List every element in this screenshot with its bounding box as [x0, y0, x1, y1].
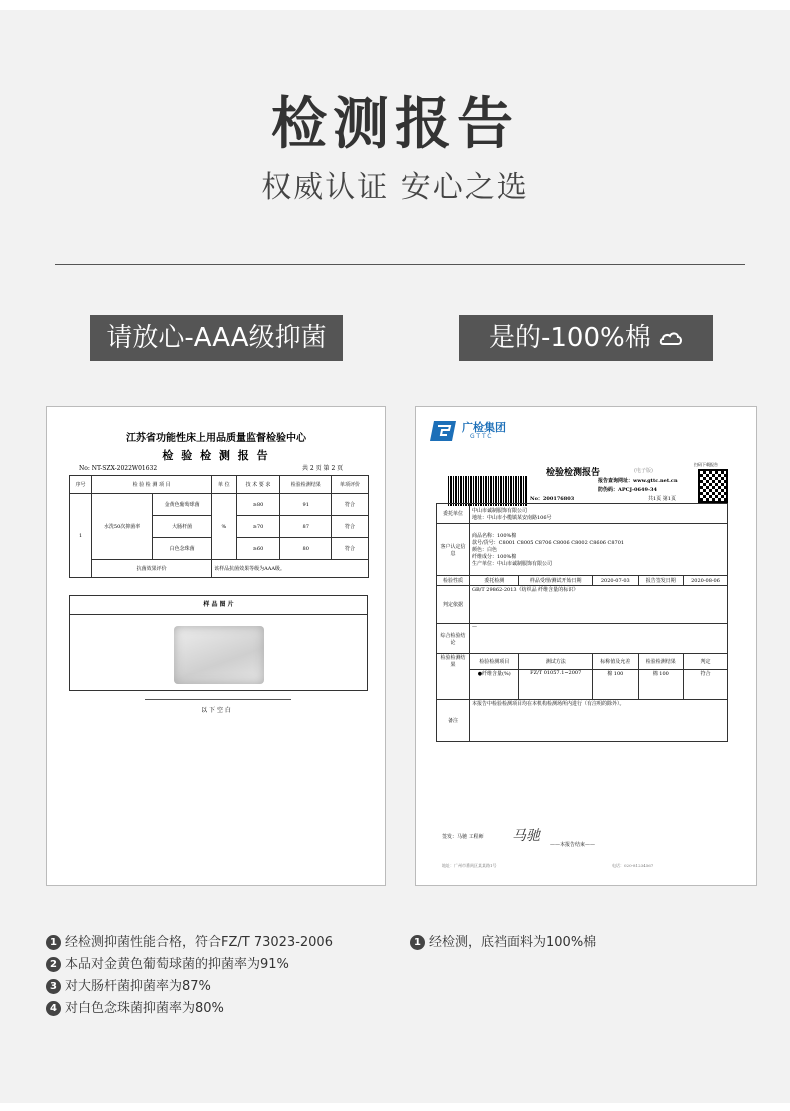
- qr-code: [698, 469, 728, 503]
- notes-left: [46, 932, 333, 1020]
- number-badge: 2: [46, 957, 61, 972]
- tag-antibacterial: 请放心-AAA级抑菌: [90, 315, 343, 361]
- label-cell: 综合检验结论: [437, 624, 470, 654]
- number-badge: 4: [46, 1001, 61, 1016]
- label-cell: 客户认定信息: [437, 524, 470, 576]
- note-text: 本品对金黄色葡萄球菌的抑菌率为91%: [65, 957, 289, 972]
- label-cell: 委托单位: [437, 504, 470, 524]
- group-label: 水洗50次抑菌率: [92, 494, 153, 560]
- table-cell: ≥70: [236, 516, 280, 538]
- table-cell: 91: [280, 494, 332, 516]
- cotton-icon: [659, 330, 683, 348]
- conclusion-cell: —: [470, 624, 728, 654]
- col-header: 检验检测结果: [638, 654, 683, 670]
- report-title: 检验检测报告: [546, 468, 601, 478]
- col-header: 测试方法: [519, 654, 593, 670]
- basis-cell: GB/T 29862-2013《纺织品 纤维含量的标识》: [470, 586, 728, 624]
- info-line: 商品名称：100%棉: [472, 533, 517, 539]
- col-header: 单 位: [212, 476, 236, 494]
- report-end: ——本报告结束——: [550, 842, 596, 848]
- table-cell: 棉 100: [593, 670, 638, 700]
- number-badge: 1: [46, 935, 61, 950]
- note-item: [46, 932, 333, 954]
- blank-text: 以 下 空 白: [201, 707, 231, 714]
- info-line: 生产单位：中山市诚制服饰有限公司: [472, 561, 553, 567]
- page-background: [0, 10, 790, 1103]
- table-cell: 委托检测: [470, 576, 519, 586]
- test-report-left: [46, 406, 386, 886]
- sample-photo-box: [69, 595, 368, 691]
- note-item: [46, 954, 333, 976]
- table-cell: 符合: [332, 538, 369, 560]
- sample-photo: [174, 626, 264, 684]
- table-cell: 棉 100: [638, 670, 683, 700]
- results-table: [69, 475, 369, 578]
- edition: (电子版): [634, 468, 653, 474]
- table-cell: 2020-07-03: [593, 576, 638, 586]
- tag-cotton: [459, 315, 713, 361]
- report-title: 检 验 检 测 报 告: [162, 449, 270, 462]
- note-text: 对白色念珠菌抑菌率为80%: [65, 1001, 224, 1016]
- label-cell: 检验性质: [437, 576, 470, 586]
- footer-address: 地址：广州市番禺区某某路1号: [442, 863, 497, 868]
- brand-sub: GTTC: [470, 433, 494, 440]
- website: 报告查询网址：www.gttc.net.cn: [598, 478, 678, 484]
- number-badge: 3: [46, 979, 61, 994]
- table-cell: 大肠杆菌: [153, 516, 212, 538]
- table-cell: 报告签发日期: [638, 576, 683, 586]
- info-line: 颜色：白色: [472, 547, 498, 553]
- brand-name: 广检集团: [462, 421, 506, 434]
- report-page: 共 2 页 第 2 页: [302, 465, 344, 472]
- client-address: 地址：中山市小榄镇某安南路106号: [472, 514, 552, 521]
- col-header: 检 验 检 测 项 目: [92, 476, 212, 494]
- info-line: 款号/货号：C8001 C8005 C8706 C8006 C8002 C8606 C8701: [472, 540, 625, 546]
- rating-label: 抗菌效果评价: [92, 560, 212, 578]
- table-cell: 符合: [684, 670, 728, 700]
- info-table: [436, 503, 728, 742]
- gttc-logo-icon: [430, 421, 456, 441]
- security-code: 防伪码：APCJ-0649-34: [598, 487, 658, 493]
- table-cell: 2020-08-06: [684, 576, 728, 586]
- col-header: 技 术 要 求: [236, 476, 280, 494]
- client-cell: [470, 504, 728, 524]
- label-cell: 检验检测结果: [437, 654, 470, 700]
- signature: 马驰: [512, 828, 540, 844]
- divider: [55, 264, 745, 265]
- table-cell: 87: [280, 516, 332, 538]
- test-report-right: [415, 406, 757, 886]
- table-cell: ●纤维含量(%): [470, 670, 519, 700]
- report-number: No: NT-SZX-2022W01632: [79, 465, 158, 472]
- remark-cell: 本报告中检验检测项目均在本机构检测场所内进行（有注明的除外）。: [470, 700, 728, 742]
- col-header: 单项评价: [332, 476, 369, 494]
- footer-phone: 电话：020-81234567: [612, 863, 654, 868]
- info-cell: [470, 524, 728, 576]
- note-text: 经检测抑菌性能合格，符合FZ/T 73023-2006: [65, 935, 333, 950]
- report-no: No：200176803: [530, 496, 575, 502]
- table-cell: FZ/T 01057.1~2007: [519, 670, 593, 700]
- note-item: [46, 998, 333, 1020]
- row-number: 1: [70, 494, 92, 578]
- notes-right: [410, 932, 596, 954]
- col-header: 检验检测结果: [280, 476, 332, 494]
- rating-text: 该样品抗菌效果等级为AAA级。: [212, 560, 369, 578]
- page-title: 检测报告: [271, 92, 519, 157]
- signer: 签发：马驰 工程师: [442, 834, 484, 840]
- note-text: 经检测，底裆面料为100%棉: [429, 935, 597, 950]
- report-pages: 共1页 第1页: [648, 496, 676, 502]
- table-cell: 符合: [332, 516, 369, 538]
- note-item: [410, 932, 596, 954]
- col-header: 序号: [70, 476, 92, 494]
- note-text: 对大肠杆菌抑菌率为87%: [65, 979, 211, 994]
- note-item: [46, 976, 333, 998]
- number-badge: 1: [410, 935, 425, 950]
- table-cell: 金黄色葡萄球菌: [153, 494, 212, 516]
- barcode: [448, 476, 528, 506]
- page-subtitle: 权威认证 安心之选: [261, 170, 529, 205]
- table-cell: ≥80: [236, 494, 280, 516]
- info-line: 纤维成分：100%棉: [472, 554, 517, 560]
- unit-cell: %: [212, 494, 236, 560]
- label-cell: 判定依据: [437, 586, 470, 624]
- label-cell: 备注: [437, 700, 470, 742]
- table-cell: 白色念珠菌: [153, 538, 212, 560]
- tag-cotton-label: 是的-100%棉: [489, 323, 651, 353]
- blank-line: [145, 699, 291, 700]
- report-center-name: 江苏省功能性床上用品质量监督检验中心: [126, 433, 306, 444]
- col-header: 检验检测项目: [470, 654, 519, 670]
- table-cell: 符合: [332, 494, 369, 516]
- table-cell: ≥60: [236, 538, 280, 560]
- col-header: 标称值及允差: [593, 654, 638, 670]
- table-cell: 80: [280, 538, 332, 560]
- client-name: 中山市诚制服饰有限公司: [472, 507, 528, 514]
- sample-title: 样 品 图 片: [70, 596, 367, 615]
- table-cell: 样品受理/测试开始日期: [519, 576, 593, 586]
- scan-label: 扫码下载报告: [694, 462, 718, 467]
- col-header: 判定: [684, 654, 728, 670]
